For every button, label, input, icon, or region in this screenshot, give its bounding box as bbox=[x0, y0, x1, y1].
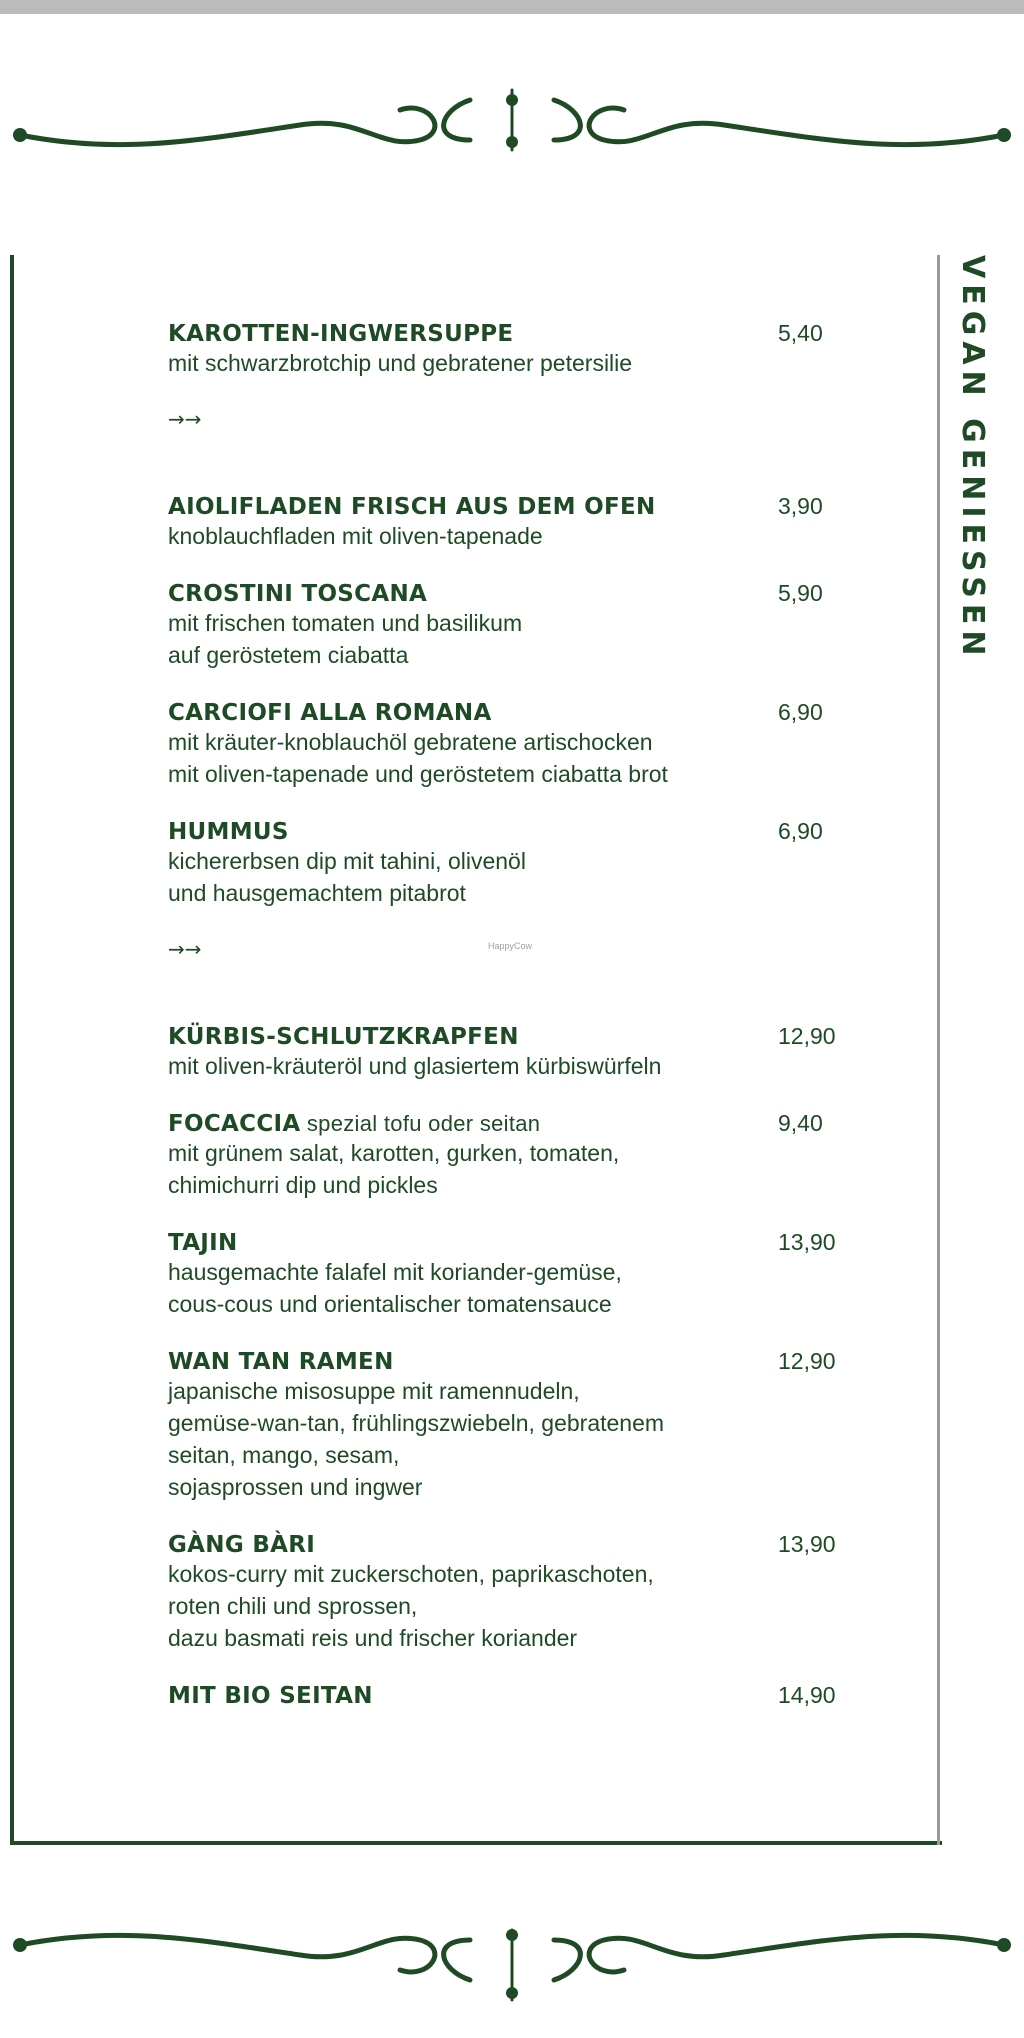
menu-item-description: hausgemachte falafel mit koriander-gemüse, bbox=[168, 1259, 622, 1285]
menu-item-price: 5,90 bbox=[778, 580, 823, 606]
menu-item-description: und hausgemachtem pitabrot bbox=[168, 880, 466, 906]
menu-item-description: sojasprossen und ingwer bbox=[168, 1474, 423, 1500]
menu-item-name: TAJIN bbox=[168, 1230, 238, 1256]
menu-item-description: chimichurri dip und pickles bbox=[168, 1172, 438, 1198]
menu-item bbox=[168, 1348, 858, 1503]
menu-item-description: japanische misosuppe mit ramennudeln, bbox=[168, 1378, 580, 1404]
menu-item bbox=[168, 580, 858, 671]
menu-separator: →→ HappyCow bbox=[168, 937, 533, 961]
menu-item-name-sub: spezial tofu oder seitan bbox=[300, 1111, 541, 1136]
menu-item-name: AIOLIFLADEN FRISCH AUS DEM OFEN bbox=[168, 494, 656, 520]
menu-item-name: CARCIOFI ALLA ROMANA bbox=[168, 700, 492, 726]
menu-frame-right-edge bbox=[937, 255, 940, 1845]
watermark: HappyCow bbox=[488, 941, 533, 951]
menu-item-price: 14,90 bbox=[778, 1682, 836, 1708]
menu-item-name: WAN TAN RAMEN bbox=[168, 1349, 394, 1375]
ornament-top-flourish bbox=[0, 80, 1024, 170]
menu-item-description: mit grünem salat, karotten, gurken, tomaten, bbox=[168, 1140, 620, 1166]
menu-item-price: 6,90 bbox=[778, 699, 823, 725]
menu-item-description: gemüse-wan-tan, frühlingszwiebeln, gebratenem bbox=[168, 1410, 665, 1436]
menu-item-name: FOCACCIA spezial tofu oder seitan bbox=[168, 1111, 541, 1137]
menu-item-price: 9,40 bbox=[778, 1110, 823, 1136]
menu-item-description: knoblauchfladen mit oliven-tapenade bbox=[168, 523, 543, 549]
menu-item bbox=[168, 818, 858, 909]
menu-item-description: mit oliven-kräuteröl und glasiertem kürbiswürfeln bbox=[168, 1053, 662, 1079]
menu-item-description: roten chili und sprossen, bbox=[168, 1593, 418, 1619]
menu-item-description: cous-cous und orientalischer tomatensauce bbox=[168, 1291, 612, 1317]
menu-item bbox=[168, 1023, 858, 1082]
menu-item bbox=[168, 1682, 858, 1709]
menu-item-name: HUMMUS bbox=[168, 819, 289, 845]
menu-item-price: 12,90 bbox=[778, 1023, 836, 1049]
menu-separator: →→ bbox=[168, 407, 202, 431]
menu-item-price: 6,90 bbox=[778, 818, 823, 844]
menu-item-name: MIT BIO SEITAN bbox=[168, 1683, 373, 1709]
menu-item-description: mit kräuter-knoblauchöl gebratene artischocken bbox=[168, 729, 653, 755]
menu-item bbox=[168, 320, 858, 379]
menu-item-price: 13,90 bbox=[778, 1531, 836, 1557]
menu-item bbox=[168, 1531, 858, 1654]
menu-item bbox=[168, 493, 858, 552]
menu-item-description: seitan, mango, sesam, bbox=[168, 1442, 400, 1468]
menu-item-name: GÀNG BÀRI bbox=[168, 1532, 316, 1558]
top-bar bbox=[0, 0, 1024, 14]
menu-item-description: mit schwarzbrotchip und gebratener petersilie bbox=[168, 350, 633, 376]
menu-item-name: CROSTINI TOSCANA bbox=[168, 581, 428, 607]
menu-item-price: 13,90 bbox=[778, 1229, 836, 1255]
menu-list bbox=[168, 320, 858, 1737]
menu-item-description: kichererbsen dip mit tahini, olivenöl bbox=[168, 848, 526, 874]
section-title: VEGAN GENIESSEN bbox=[955, 255, 990, 662]
menu-item-price: 3,90 bbox=[778, 493, 823, 519]
menu-item-name: KAROTTEN-INGWERSUPPE bbox=[168, 321, 514, 347]
menu-item-description: mit frischen tomaten und basilikum bbox=[168, 610, 523, 636]
menu-item-description: kokos-curry mit zuckerschoten, paprikaschoten, bbox=[168, 1561, 654, 1587]
menu-item bbox=[168, 1229, 858, 1320]
menu-item-price: 5,40 bbox=[778, 320, 823, 346]
menu-item bbox=[168, 1110, 858, 1201]
menu-item-description: auf geröstetem ciabatta bbox=[168, 642, 409, 668]
ornament-bottom-flourish bbox=[0, 1905, 1024, 2015]
menu-item-description: mit oliven-tapenade und geröstetem ciabatta brot bbox=[168, 761, 668, 787]
menu-item-description: dazu basmati reis und frischer koriander bbox=[168, 1625, 578, 1651]
menu-item-name: KÜRBIS-SCHLUTZKRAPFEN bbox=[168, 1024, 519, 1050]
menu-item bbox=[168, 699, 858, 790]
menu-item-price: 12,90 bbox=[778, 1348, 836, 1374]
